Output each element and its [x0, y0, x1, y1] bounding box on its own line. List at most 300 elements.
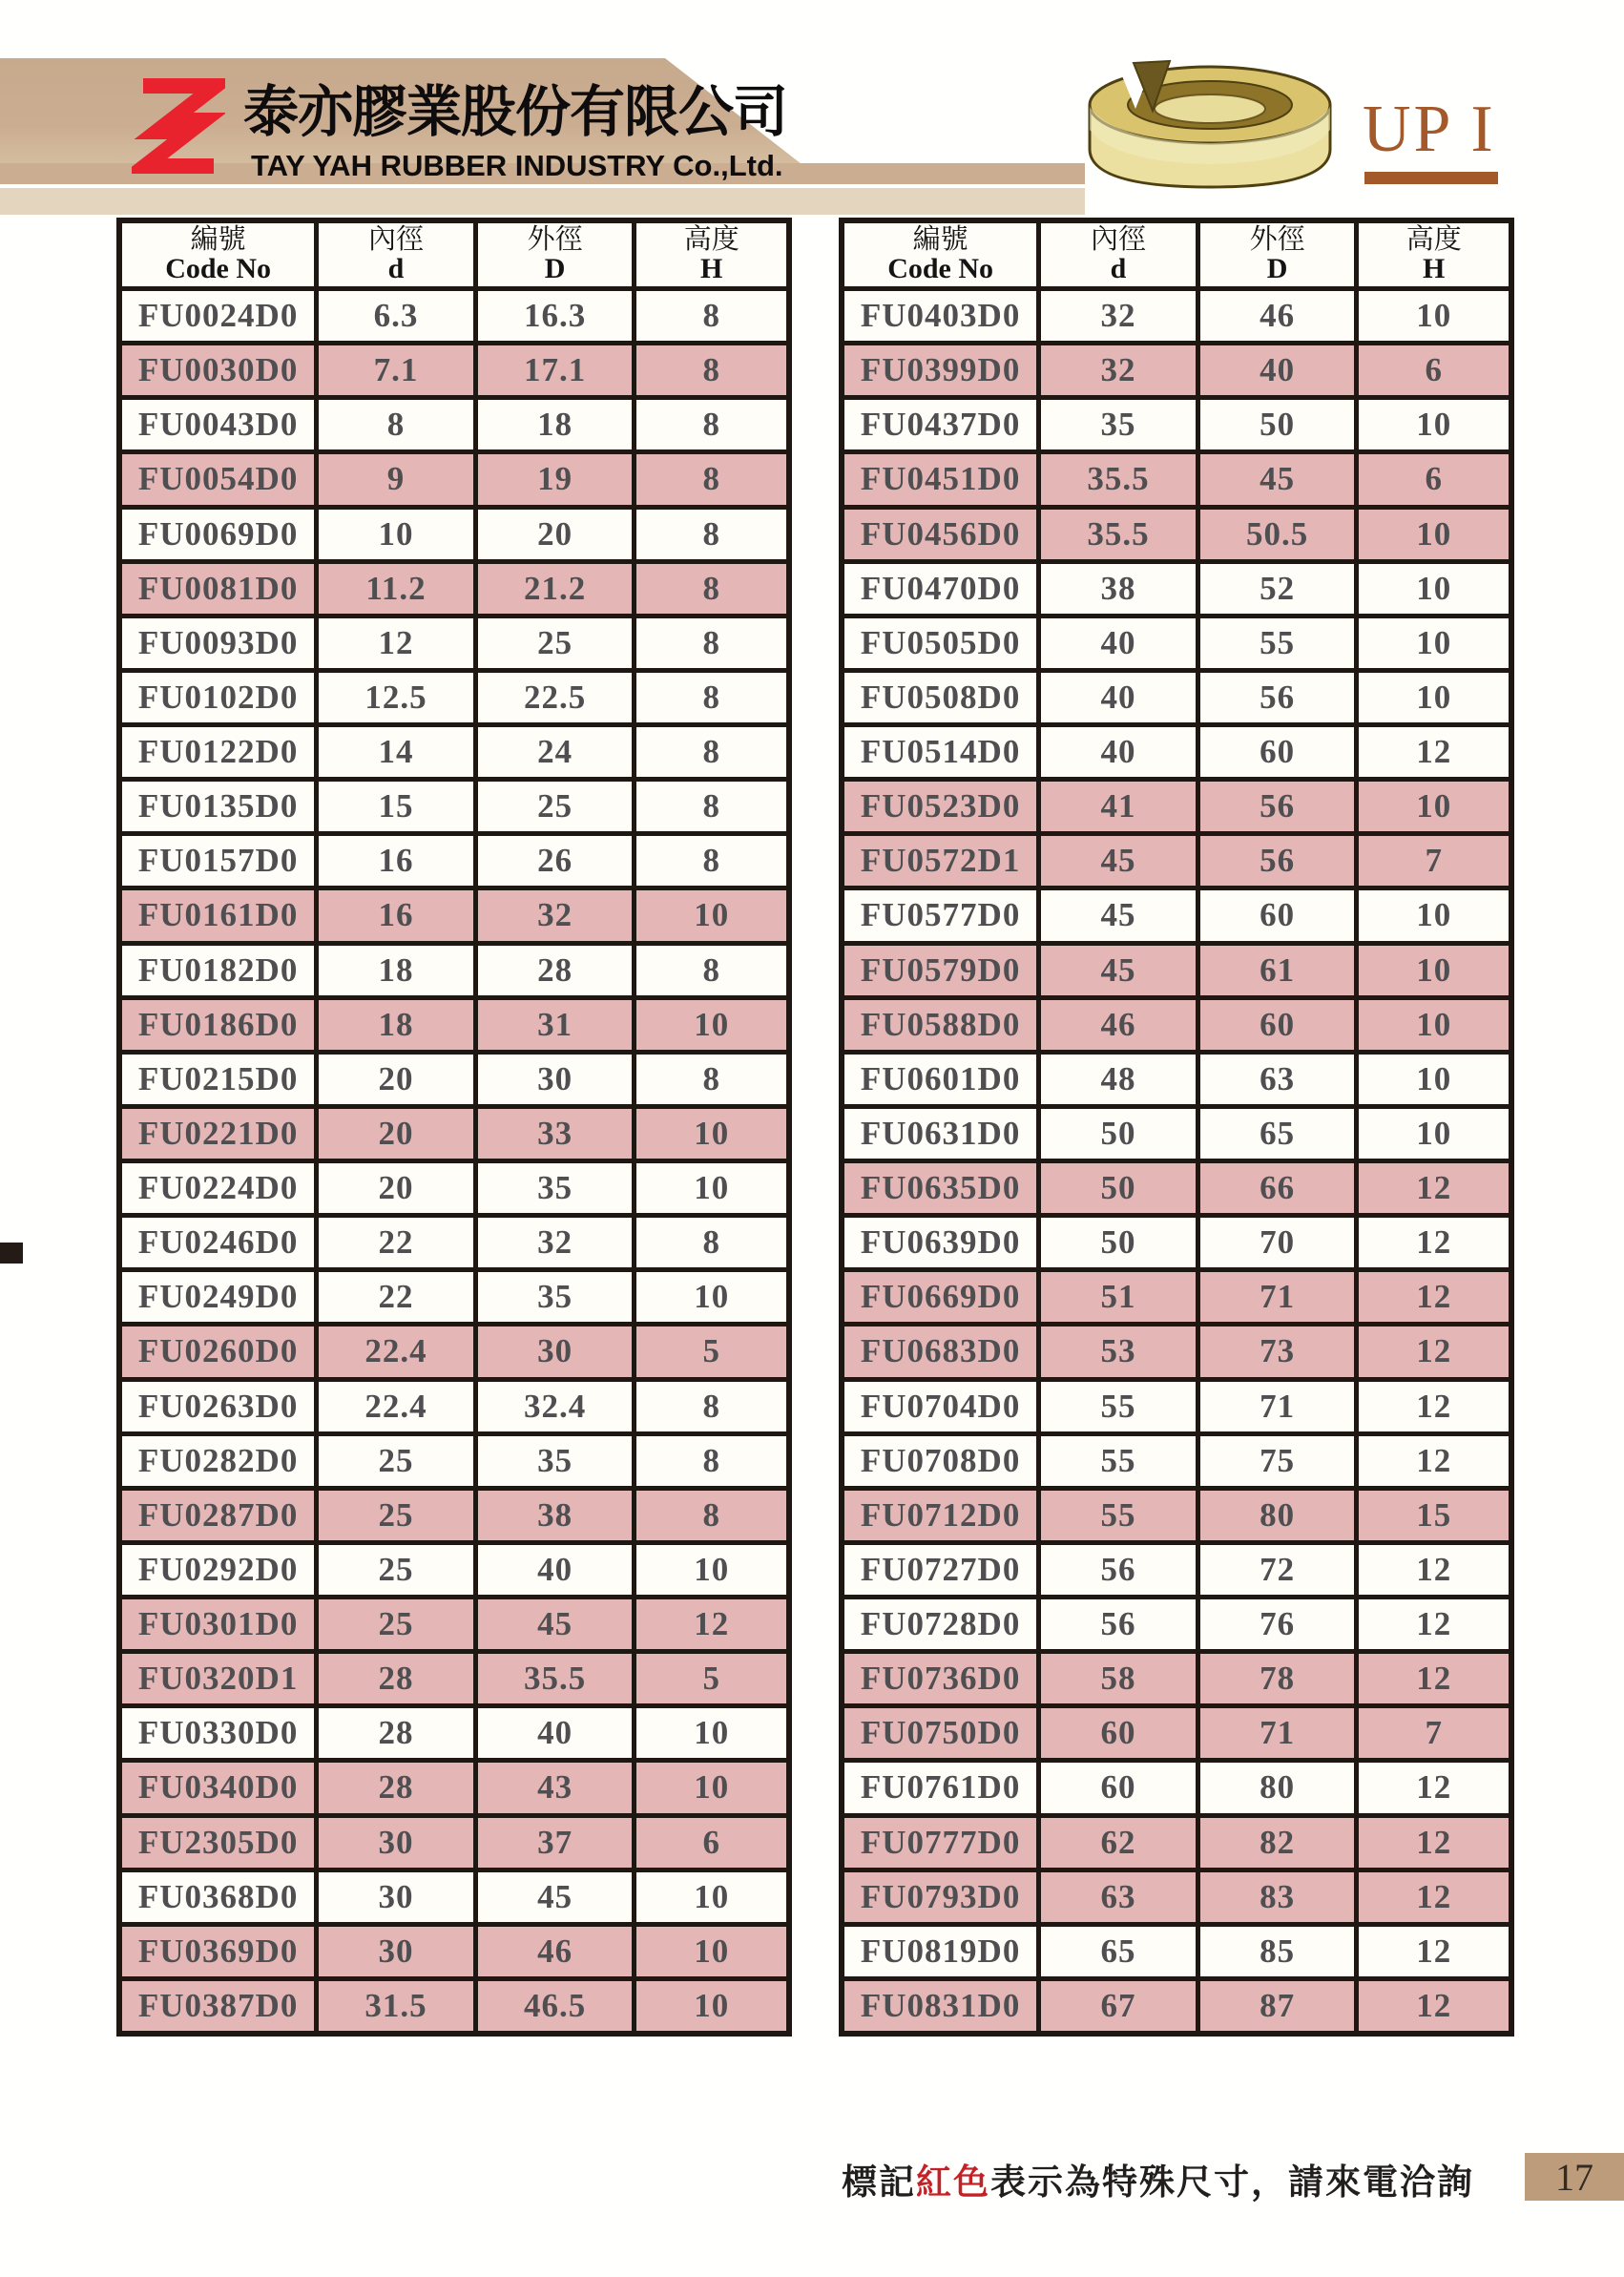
cell-d-value: 51	[1100, 1278, 1136, 1316]
cell-H	[636, 510, 786, 559]
cell-d	[319, 1491, 473, 1540]
cell-D	[478, 1981, 633, 2031]
cell-d-value: 53	[1100, 1332, 1136, 1370]
cell-code-value: FU0399D0	[860, 351, 1021, 389]
cell-H	[1359, 946, 1509, 995]
cell-d	[319, 345, 473, 395]
cell-H	[636, 454, 786, 504]
cell-D-value: 33	[537, 1114, 573, 1152]
cell-H-value: 8	[702, 406, 720, 444]
cell-d	[319, 564, 473, 614]
cell-D	[478, 1927, 633, 1976]
cell-D	[478, 1272, 633, 1322]
cell-D-value: 75	[1260, 1441, 1296, 1479]
cell-D-value: 56	[1260, 678, 1296, 716]
cell-d	[319, 400, 473, 449]
cell-H	[636, 345, 786, 395]
cell-d-value: 58	[1100, 1660, 1136, 1698]
cell-code	[844, 510, 1036, 559]
cell-d-value: 45	[1100, 896, 1136, 934]
cell-D	[1200, 345, 1355, 395]
cell-H	[1359, 1927, 1509, 1976]
table-row-special-size	[844, 345, 1509, 395]
cell-H-value: 6	[702, 1823, 720, 1861]
cell-code-value: FU0260D0	[137, 1332, 299, 1370]
header-height-zh: 高度	[683, 224, 739, 256]
cell-d	[319, 1599, 473, 1649]
cell-d	[319, 1545, 473, 1595]
cell-code	[122, 454, 314, 504]
cell-code	[844, 890, 1036, 940]
cell-D	[1200, 1272, 1355, 1322]
cell-D-value: 83	[1260, 1877, 1296, 1915]
cell-D-value: 40	[1260, 351, 1296, 389]
cell-d-value: 40	[1100, 678, 1136, 716]
cell-code-value: FU0577D0	[860, 896, 1021, 934]
cell-H	[1359, 890, 1509, 940]
cell-code-value: FU0368D0	[137, 1877, 299, 1915]
cell-code-value: FU0301D0	[137, 1605, 299, 1643]
cell-H	[1359, 1272, 1509, 1322]
cell-code-value: FU0523D0	[860, 787, 1021, 825]
cell-d	[319, 1272, 473, 1322]
cell-code-value: FU0081D0	[137, 569, 299, 607]
table-row-special-size	[122, 345, 786, 395]
cell-D-value: 37	[537, 1823, 573, 1861]
cell-D-value: 32.4	[523, 1387, 587, 1425]
cell-D	[478, 564, 633, 614]
cell-code-value: FU0287D0	[137, 1495, 299, 1534]
cell-D	[478, 1218, 633, 1267]
table-row	[844, 1545, 1509, 1595]
cell-D	[478, 836, 633, 886]
cell-D	[1200, 1382, 1355, 1431]
table-row	[122, 400, 786, 449]
cell-H	[636, 1872, 786, 1922]
table-row-special-size	[844, 1000, 1509, 1050]
cell-H	[636, 400, 786, 449]
cell-code	[122, 1927, 314, 1976]
cell-d	[319, 1436, 473, 1486]
cell-code-value: FU0708D0	[860, 1441, 1021, 1479]
cell-H-value: 8	[702, 623, 720, 661]
table-row	[122, 836, 786, 886]
company-name-en: TAY YAH RUBBER INDUSTRY Co.,Ltd.	[251, 149, 783, 182]
cell-code	[122, 1272, 314, 1322]
cell-H	[1359, 1382, 1509, 1431]
cell-D-value: 61	[1260, 950, 1296, 989]
cell-D	[1200, 673, 1355, 722]
cell-code	[844, 1491, 1036, 1540]
cell-D-value: 30	[537, 1332, 573, 1370]
cell-code-value: FU0403D0	[860, 297, 1021, 335]
cell-H	[636, 564, 786, 614]
dimension-table-right	[839, 218, 1514, 2037]
cell-code	[122, 1000, 314, 1050]
cell-code-value: FU0102D0	[137, 678, 299, 716]
cell-H	[1359, 1545, 1509, 1595]
table-row	[844, 1218, 1509, 1267]
cell-d-value: 50	[1100, 1169, 1136, 1207]
cell-code-value: FU0387D0	[137, 1986, 299, 2024]
cell-H-value: 10	[694, 1768, 730, 1807]
cell-code-value: FU0704D0	[860, 1387, 1021, 1425]
cell-H	[636, 727, 786, 777]
cell-d-value: 16	[378, 842, 414, 880]
cell-code	[844, 1436, 1036, 1486]
cell-d-value: 55	[1100, 1495, 1136, 1534]
cell-H	[1359, 1163, 1509, 1213]
header-code-no-zh: 編號	[912, 224, 968, 256]
cell-D	[1200, 1436, 1355, 1486]
table-row	[122, 1545, 786, 1595]
header-outer-diameter	[1200, 223, 1355, 286]
cell-D-value: 19	[537, 460, 573, 498]
cell-code-value: FU0224D0	[137, 1169, 299, 1207]
cell-H-value: 10	[1416, 514, 1452, 553]
cell-H	[1359, 1491, 1509, 1540]
cell-H-value: 8	[702, 297, 720, 335]
cell-D	[478, 1491, 633, 1540]
cell-D	[1200, 782, 1355, 831]
table-row	[122, 1872, 786, 1922]
cell-d	[319, 1218, 473, 1267]
cell-code-value: FU0601D0	[860, 1059, 1021, 1097]
cell-H-value: 10	[694, 1714, 730, 1752]
table-row	[844, 727, 1509, 777]
cell-d	[319, 1818, 473, 1868]
table-row	[844, 673, 1509, 722]
cell-code	[844, 1599, 1036, 1649]
cell-code-value: FU0669D0	[860, 1278, 1021, 1316]
cell-code-value: FU0514D0	[860, 733, 1021, 771]
cell-D	[478, 1763, 633, 1812]
cell-H	[636, 1218, 786, 1267]
cell-H-value: 12	[1416, 1605, 1452, 1643]
cell-H	[1359, 1654, 1509, 1703]
cell-code	[844, 836, 1036, 886]
cell-d-value: 50	[1100, 1114, 1136, 1152]
cell-H	[1359, 564, 1509, 614]
cell-d-value: 20	[378, 1169, 414, 1207]
table-row-special-size	[122, 1654, 786, 1703]
cell-H	[1359, 1055, 1509, 1104]
cell-H-value: 8	[702, 733, 720, 771]
cell-code	[844, 1163, 1036, 1213]
cell-code	[844, 1000, 1036, 1050]
cell-H	[636, 1708, 786, 1758]
table-row-special-size	[122, 1109, 786, 1159]
header-code-no	[844, 223, 1036, 286]
note-suffix: 表示為特殊尺寸，請來電洽詢	[990, 2162, 1474, 2202]
header-outer-diameter-zh: 外徑	[527, 224, 583, 256]
cell-code	[844, 1327, 1036, 1376]
cell-d	[1041, 1927, 1196, 1976]
cell-H-value: 15	[1416, 1495, 1452, 1534]
cell-H	[1359, 1708, 1509, 1758]
cell-H-value: 8	[702, 569, 720, 607]
cell-d	[1041, 1000, 1196, 1050]
table-row	[122, 727, 786, 777]
cell-d-value: 30	[378, 1823, 414, 1861]
cell-H-value: 12	[1416, 1660, 1452, 1698]
cell-d-value: 22.4	[364, 1332, 427, 1370]
cell-H-value: 7	[1425, 1714, 1443, 1752]
cell-H-value: 8	[702, 1441, 720, 1479]
cell-D-value: 71	[1260, 1387, 1296, 1425]
cell-code-value: FU0639D0	[860, 1223, 1021, 1262]
cell-d	[1041, 1382, 1196, 1431]
table-row	[122, 1163, 786, 1213]
cell-d	[319, 1981, 473, 2031]
cell-d	[1041, 564, 1196, 614]
cell-d	[1041, 1327, 1196, 1376]
cell-code	[122, 1545, 314, 1595]
cell-code-value: FU0182D0	[137, 950, 299, 989]
cell-d-value: 60	[1100, 1768, 1136, 1807]
cell-D	[1200, 1491, 1355, 1540]
cell-D-value: 85	[1260, 1932, 1296, 1970]
cell-d	[1041, 1436, 1196, 1486]
cell-d	[1041, 1872, 1196, 1922]
cell-H-value: 5	[702, 1660, 720, 1698]
cell-D	[478, 673, 633, 722]
cell-code	[122, 782, 314, 831]
cell-H-value: 10	[1416, 1114, 1452, 1152]
cell-code-value: FU0761D0	[860, 1768, 1021, 1807]
table-row	[844, 291, 1509, 341]
cell-d	[319, 836, 473, 886]
cell-D-value: 35.5	[523, 1660, 587, 1698]
cell-d-value: 18	[378, 1005, 414, 1043]
table-row-special-size	[844, 1327, 1509, 1376]
cell-D	[478, 1000, 633, 1050]
cell-H-value: 8	[702, 1495, 720, 1534]
cell-code	[122, 673, 314, 722]
cell-H	[636, 291, 786, 341]
cell-D-value: 40	[537, 1550, 573, 1588]
table-row	[844, 1109, 1509, 1159]
cell-D-value: 16.3	[523, 297, 587, 335]
cell-D-value: 56	[1260, 842, 1296, 880]
cell-d-value: 22	[378, 1223, 414, 1262]
cell-code-value: FU0631D0	[860, 1114, 1021, 1152]
table-row-special-size	[844, 782, 1509, 831]
cell-d-value: 60	[1100, 1714, 1136, 1752]
cell-d-value: 22	[378, 1278, 414, 1316]
table-row-special-size	[122, 1000, 786, 1050]
cell-code	[844, 618, 1036, 668]
cell-code	[122, 1872, 314, 1922]
table-row-special-size	[122, 1818, 786, 1868]
cell-d-value: 8	[386, 406, 406, 444]
cell-d-value: 55	[1100, 1441, 1136, 1479]
cell-d	[1041, 1654, 1196, 1703]
cell-D	[1200, 1055, 1355, 1104]
cell-code	[122, 1109, 314, 1159]
cell-code	[122, 1218, 314, 1267]
cell-code-value: FU0369D0	[137, 1932, 299, 1970]
header-outer-diameter-en: D	[1266, 253, 1288, 285]
cell-H	[1359, 1327, 1509, 1376]
cell-code	[844, 1872, 1036, 1922]
table-row-special-size	[844, 1654, 1509, 1703]
cell-code-value: FU0470D0	[860, 569, 1021, 607]
cell-H-value: 12	[1416, 1932, 1452, 1970]
cell-code	[844, 1927, 1036, 1976]
cell-D	[1200, 1981, 1355, 2031]
cell-code	[844, 1055, 1036, 1104]
cell-code	[844, 1818, 1036, 1868]
cell-D	[1200, 1163, 1355, 1213]
cell-code	[844, 1763, 1036, 1812]
cell-D	[1200, 454, 1355, 504]
cell-d-value: 7.1	[373, 351, 419, 389]
cell-H-value: 10	[1416, 297, 1452, 335]
cell-H-value: 8	[702, 787, 720, 825]
cell-d	[319, 946, 473, 995]
cell-code	[844, 1654, 1036, 1703]
table-row	[844, 1763, 1509, 1812]
cell-H	[1359, 454, 1509, 504]
cell-D-value: 46.5	[523, 1986, 587, 2024]
cell-code-value: FU0215D0	[137, 1059, 299, 1097]
cell-d	[319, 1163, 473, 1213]
table-row-special-size	[844, 1491, 1509, 1540]
table-row	[122, 618, 786, 668]
table-row-special-size	[122, 454, 786, 504]
cell-code-value: FU0683D0	[860, 1332, 1021, 1370]
cell-H	[636, 1491, 786, 1540]
cell-code-value: FU0024D0	[137, 297, 299, 335]
table-row-special-size	[844, 1708, 1509, 1758]
table-row-special-size	[122, 1599, 786, 1649]
header-height-en: H	[1423, 253, 1446, 285]
cell-d-value: 40	[1100, 733, 1136, 771]
cell-code-value: FU2305D0	[137, 1823, 299, 1861]
cell-d	[319, 1382, 473, 1431]
cell-d	[1041, 400, 1196, 449]
cell-code	[122, 510, 314, 559]
cell-code	[844, 345, 1036, 395]
cell-D	[478, 1654, 633, 1703]
cell-code-value: FU0161D0	[137, 896, 299, 934]
cell-D-value: 28	[537, 950, 573, 989]
cell-d	[1041, 345, 1196, 395]
table-row	[844, 1599, 1509, 1649]
cell-D	[478, 1327, 633, 1376]
table-row-special-size	[844, 1272, 1509, 1322]
cell-d-value: 56	[1100, 1550, 1136, 1588]
cell-D	[478, 1708, 633, 1758]
cell-D-value: 80	[1260, 1495, 1296, 1534]
cell-code-value: FU0122D0	[137, 733, 299, 771]
cell-d-value: 16	[378, 896, 414, 934]
cell-H-value: 8	[702, 514, 720, 553]
cell-d	[319, 454, 473, 504]
cell-d-value: 38	[1100, 569, 1136, 607]
header-height	[1359, 223, 1509, 286]
cell-D-value: 82	[1260, 1823, 1296, 1861]
cell-D	[1200, 1599, 1355, 1649]
cell-code	[122, 291, 314, 341]
table-row	[122, 1055, 786, 1104]
cell-d-value: 25	[378, 1441, 414, 1479]
cell-H-value: 10	[694, 1877, 730, 1915]
cell-d-value: 6.3	[373, 297, 419, 335]
cell-D-value: 73	[1260, 1332, 1296, 1370]
cell-H-value: 12	[694, 1605, 730, 1643]
cell-D	[1200, 1218, 1355, 1267]
header-code-no-en: Code No	[887, 253, 994, 285]
cell-code-value: FU0819D0	[860, 1932, 1021, 1970]
cell-code-value: FU0831D0	[860, 1986, 1021, 2024]
cell-code	[844, 454, 1036, 504]
cell-D-value: 43	[537, 1768, 573, 1807]
cell-d-value: 35.5	[1087, 460, 1150, 498]
cell-d-value: 28	[378, 1714, 414, 1752]
cell-d-value: 46	[1100, 1005, 1136, 1043]
brand-upi-text: UP I	[1363, 93, 1496, 166]
header-outer-diameter	[478, 223, 633, 286]
cell-D	[478, 618, 633, 668]
cell-d-value: 20	[378, 1114, 414, 1152]
cell-H	[636, 1163, 786, 1213]
table-row	[844, 618, 1509, 668]
cell-D-value: 50.5	[1245, 514, 1309, 553]
cell-code-value: FU0157D0	[137, 842, 299, 880]
cell-d	[1041, 1218, 1196, 1267]
cell-D	[478, 782, 633, 831]
table-row	[122, 1708, 786, 1758]
cell-D-value: 66	[1260, 1169, 1296, 1207]
cell-D	[1200, 1327, 1355, 1376]
cell-code-value: FU0249D0	[137, 1278, 299, 1316]
cell-D-value: 65	[1260, 1114, 1296, 1152]
cell-D	[1200, 1818, 1355, 1868]
page-number: 17	[1555, 2155, 1593, 2199]
cell-H-value: 10	[1416, 1005, 1452, 1043]
cell-D-value: 55	[1260, 623, 1296, 661]
header-height-en: H	[700, 253, 723, 285]
cell-d-value: 45	[1100, 842, 1136, 880]
cell-D	[1200, 836, 1355, 886]
cell-H	[1359, 400, 1509, 449]
cell-code-value: FU0635D0	[860, 1169, 1021, 1207]
cell-H	[1359, 1218, 1509, 1267]
cell-d	[1041, 673, 1196, 722]
cell-D	[1200, 1872, 1355, 1922]
cell-code-value: FU0135D0	[137, 787, 299, 825]
table-row	[122, 291, 786, 341]
cell-code-value: FU0043D0	[137, 406, 299, 444]
cell-D-value: 40	[537, 1714, 573, 1752]
cell-D-value: 50	[1260, 406, 1296, 444]
cell-code-value: FU0320D1	[137, 1660, 299, 1698]
cell-d	[1041, 1109, 1196, 1159]
cell-D	[478, 291, 633, 341]
cell-code	[844, 673, 1036, 722]
cell-code	[844, 1382, 1036, 1431]
cell-d	[1041, 1055, 1196, 1104]
cell-H-value: 5	[702, 1332, 720, 1370]
table-row-special-size	[122, 1763, 786, 1812]
cell-code-value: FU0777D0	[860, 1823, 1021, 1861]
cell-D	[1200, 564, 1355, 614]
cell-H-value: 12	[1416, 1441, 1452, 1479]
header-height	[636, 223, 786, 286]
cell-D	[478, 1818, 633, 1868]
